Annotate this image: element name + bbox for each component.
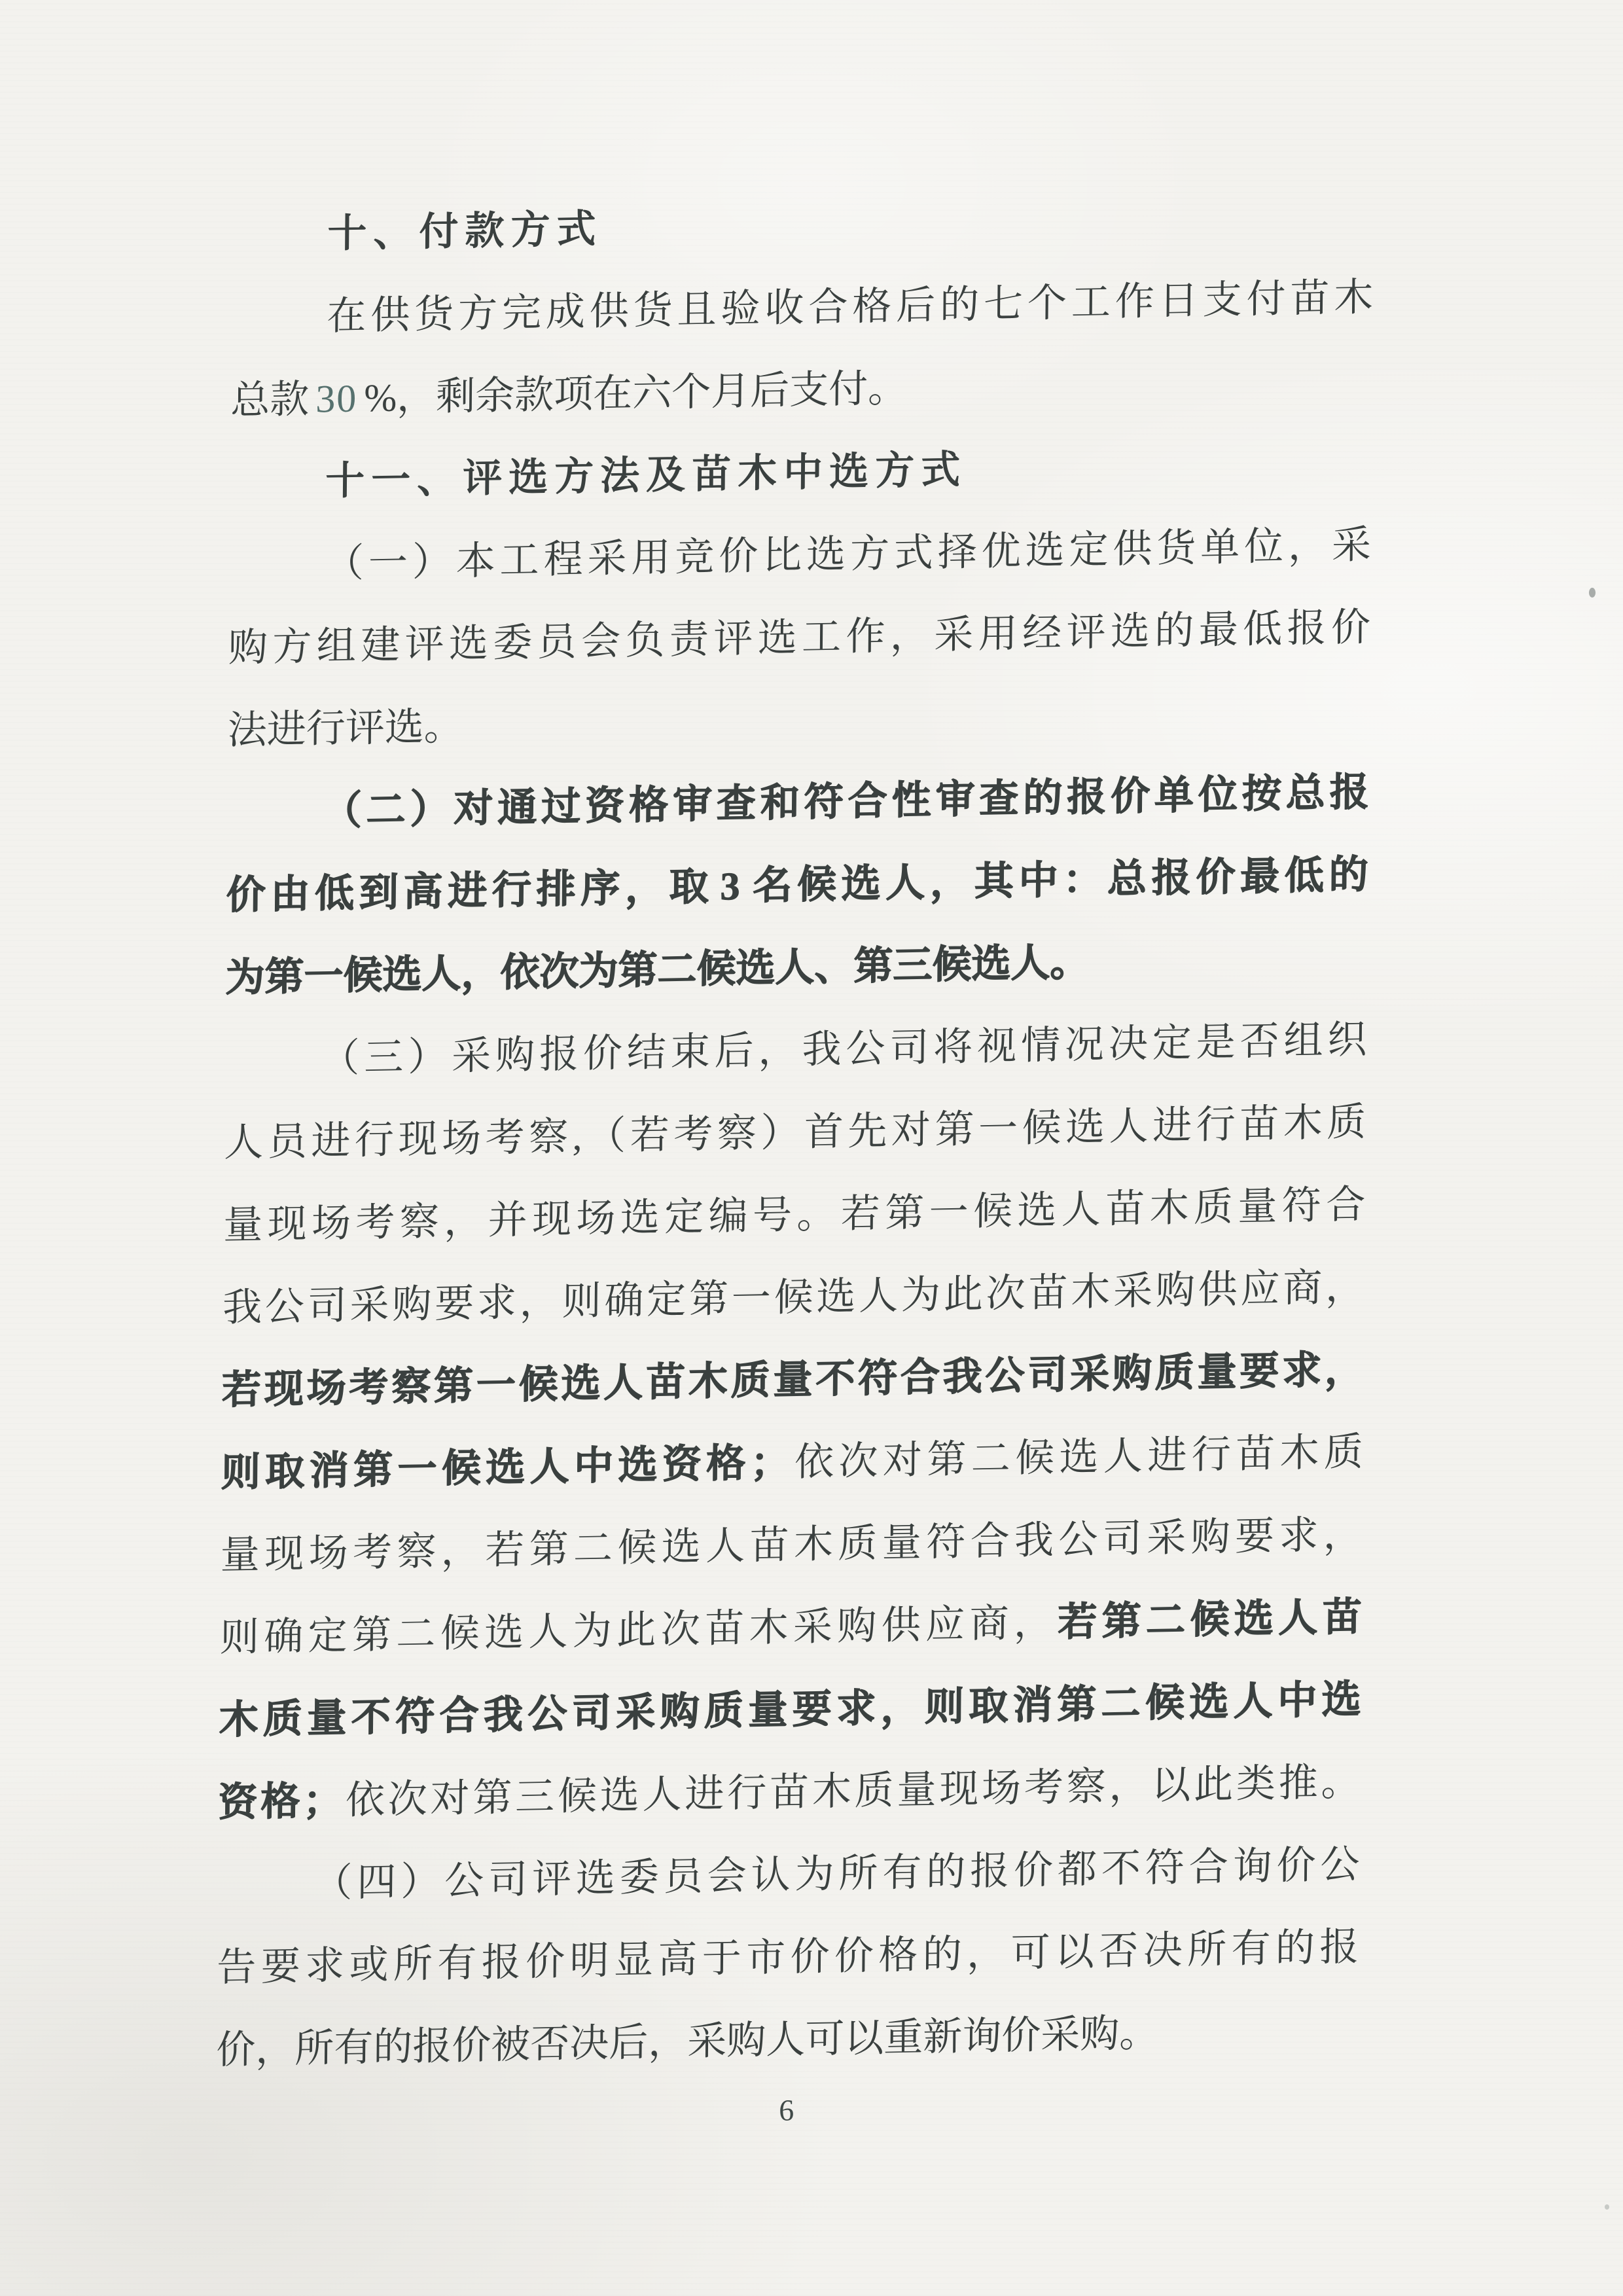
candidate-count: 3 xyxy=(720,864,741,908)
line-text: 为第一候选人，依次为第二候选人、第三候选人。 xyxy=(225,940,1090,1000)
line-text: 量现场考察，若第二候选人苗木质量符合我公司采购要求， xyxy=(220,1513,1363,1577)
scan-artifact-speck xyxy=(1605,2204,1609,2210)
line-text: 资格； xyxy=(218,1778,343,1825)
line-text: 木质量不符合我公司采购质量要求，则取消第二候选人中选 xyxy=(219,1677,1361,1742)
line-text: （三）采购报价结束后，我公司将视情况决定是否组织 xyxy=(320,1018,1367,1081)
line-text: 量现场考察，并现场选定编号。若第一候选人苗木质量符合 xyxy=(223,1183,1366,1247)
line-text: 总款 xyxy=(230,377,310,423)
line-text: 法进行评选。 xyxy=(227,704,464,753)
line-text: 则取消第一候选人中选资格； xyxy=(221,1441,791,1495)
line-text: 价由低到高进行排序，取 xyxy=(226,865,714,918)
line-text: 则确定第二候选人为此次苗木采购供应商， xyxy=(219,1600,1058,1660)
heading-text: 十一、评选方法及苗木中选方式 xyxy=(325,448,967,503)
line-text: 依次对第三候选人进行苗木质量现场考察，以此类推。 xyxy=(342,1760,1361,1822)
line-text: 人员进行现场考察,（若考察）首先对第一候选人进行苗木质 xyxy=(224,1100,1366,1165)
line-text: （一）本工程采用竞价比选方式择优选定供货单位，采 xyxy=(324,523,1372,586)
heading-text: 十、付款方式 xyxy=(327,207,603,256)
page-number: 6 xyxy=(779,2093,794,2127)
line-text: 告要求或所有报价明显高于市价价格的，可以否决所有的报 xyxy=(217,1925,1359,1990)
line-text: 我公司采购要求，则确定第一候选人为此次苗木采购供应商， xyxy=(222,1265,1365,1330)
scan-artifact-speck xyxy=(1589,588,1596,598)
line-text: %，剩余款项在六个月后支付。 xyxy=(363,367,908,420)
line-text: 依次对第二候选人进行苗木质 xyxy=(789,1430,1364,1484)
line-text: 购方组建评选委员会负责评选工作，采用经评选的最低报价 xyxy=(228,605,1371,670)
line-text: 在供货方完成供货且验收合格后的七个工作日支付苗木 xyxy=(327,276,1374,338)
line-text: （四）公司评选委员会认为所有的报价都不符合询价公 xyxy=(313,1842,1360,1905)
line-text: 名候选人，其中：总报价最低的 xyxy=(747,853,1368,908)
line-text: 若第二候选人苗 xyxy=(1058,1595,1363,1644)
line-text: （二）对通过资格审查和符合性审查的报价单位按总报 xyxy=(322,770,1370,833)
line-text: 若现场考察第一候选人苗木质量不符合我公司采购质量要求， xyxy=(221,1348,1364,1412)
percent-value: 30 xyxy=(315,376,358,421)
document-text-block xyxy=(215,173,1374,2144)
line-text: 价，所有的报价被否决后，采购人可以重新询价采购。 xyxy=(215,2011,1159,2072)
